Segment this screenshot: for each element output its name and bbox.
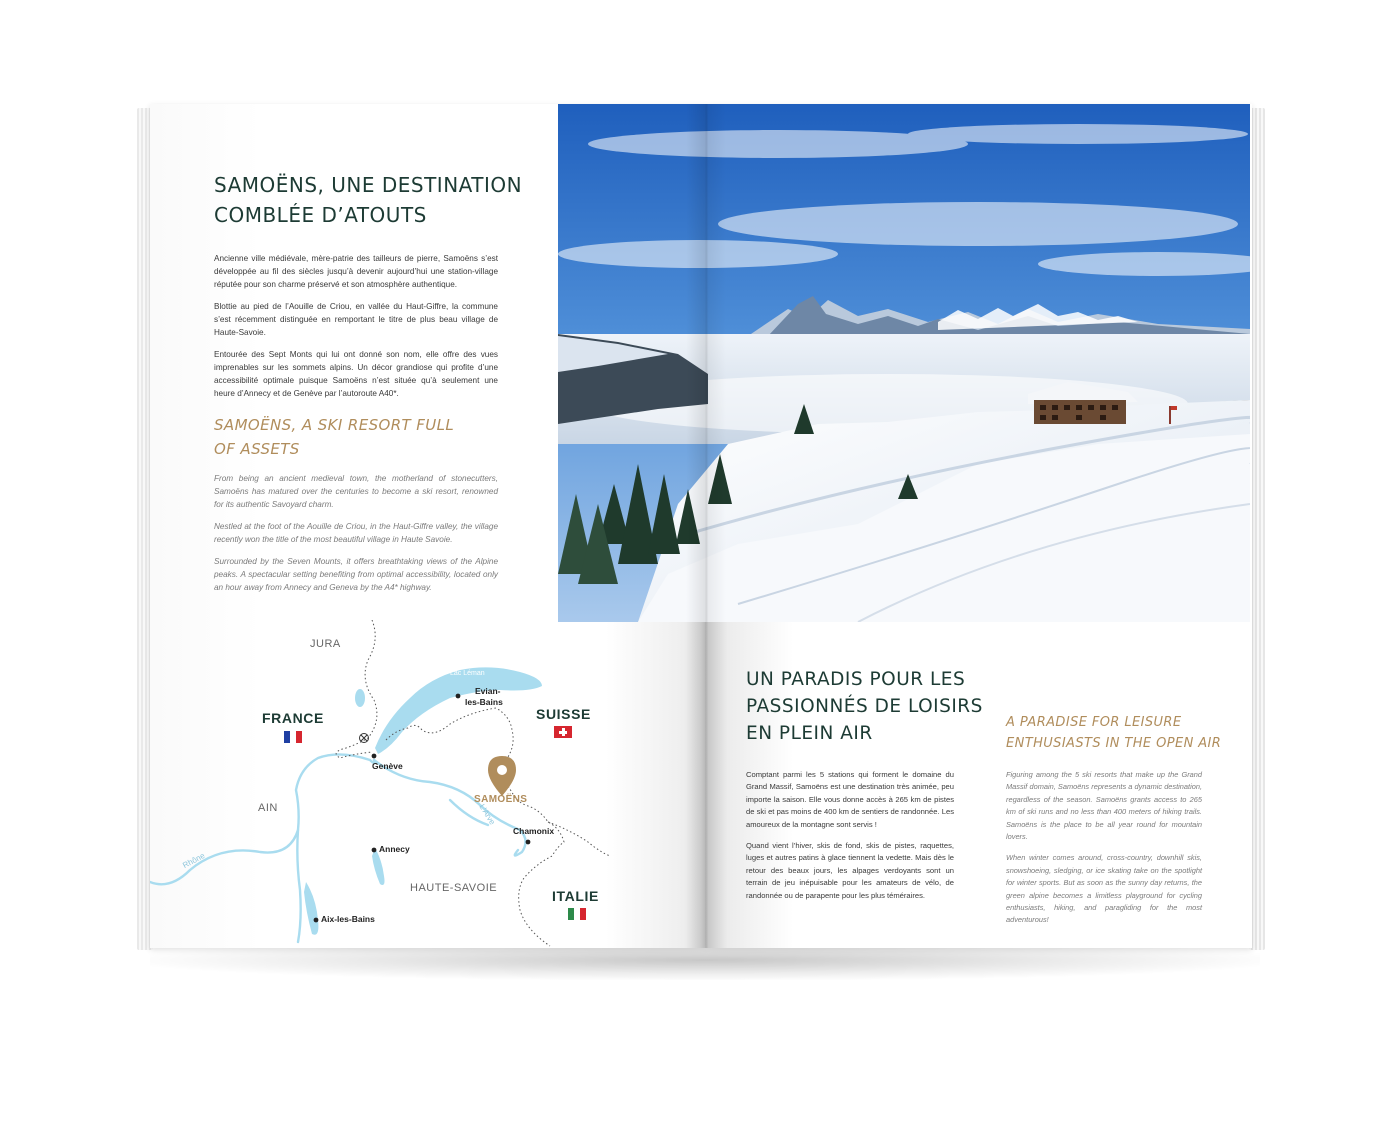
label-arve: L'Arve — [477, 802, 497, 827]
right-subtitle-line2: ENTHUSIASTS IN THE OPEN AIR — [1006, 736, 1222, 751]
right-title-line1: UN PARADIS POUR LES — [746, 669, 966, 690]
left-en-paragraph: From being an ancient medieval town, the motherland of stonecutters, Samoëns has matured over the centuries to become a ski resort, renowned for its authentic Savoyard charm. — [214, 474, 498, 509]
label-evian-2: les-Bains — [465, 697, 503, 707]
label-rhone: Rhône — [181, 850, 207, 871]
label-samoens: SAMOËNS — [474, 794, 528, 805]
left-fr-paragraph: Blottie au pied de l’Aouille de Criou, en vallée du Haut-Giffre, la commune s’est récemment distinguée en remportant le titre de plus beau village de Haute-Savoie. — [214, 302, 498, 337]
flag-france-icon — [284, 731, 302, 743]
label-lac-leman: Lac Léman — [450, 670, 485, 677]
label-haute-savoie: HAUTE-SAVOIE — [410, 882, 498, 894]
right-fr-paragraph: Comptant parmi les 5 stations qui forment le domaine du Grand Massif, Samoëns est une destination très animée, peu importe la saison. Elle vous donne accès à 265 km de pistes de ski et pas moins de 400 km de sentiers de randonnée. Les amoureux de la montagne sont servis ! — [746, 770, 954, 829]
label-chamonix: Chamonix — [513, 826, 555, 836]
right-title-line3: EN PLEIN AIR — [746, 723, 873, 744]
flag-switzerland-icon — [554, 726, 572, 738]
right-en-paragraph: When winter comes around, cross-country, downhill skis, snowshoeing, sledging, or ice skating take on the spotlight for winter sports. But as soon as the sunny day returns, the green alpine becomes a limitless playground for cycling enthusiasts, hiking, and paragliding for the most adventurous! — [1006, 853, 1202, 925]
right-page-title — [746, 666, 996, 747]
flag-italy-icon — [568, 908, 586, 920]
left-en-text — [214, 472, 498, 603]
left-title-line2: COMBLÉE D’ATOUTS — [214, 203, 427, 227]
label-ain: AIN — [258, 802, 278, 814]
mountain-chalet-photo — [558, 104, 1250, 622]
right-title-line2: PASSIONNÉS DE LOISIRS — [746, 696, 983, 717]
label-france: FRANCE — [262, 710, 324, 726]
label-suisse: SUISSE — [536, 706, 591, 722]
right-fr-paragraph: Quand vient l’hiver, skis de fond, skis de pistes, raquettes, luges et autres patins à glace tiennent la vedette. Mais dès le retour des beaux jours, les alpages verdoyants sont un terrain de jeu inépuisable pour les amateurs de vélo, de randonnée ou de parapente pour les plus téméraires. — [746, 841, 954, 900]
left-fr-paragraph: Ancienne ville médiévale, mère-patrie des tailleurs de pierre, Samoëns s’est développée au fil des siècles jusqu’à devenir aujourd’hui une station-village réputée pour son charme préservé et son atmosphère authentique. — [214, 254, 498, 289]
left-title-line1: SAMOËNS, UNE DESTINATION — [214, 173, 523, 197]
label-aix-les-bains: Aix-les-Bains — [321, 914, 375, 924]
right-page-subtitle — [1006, 712, 1236, 754]
right-fr-text — [746, 769, 954, 911]
label-jura: JURA — [310, 638, 341, 650]
left-page-subtitle — [214, 413, 514, 461]
left-page-title — [214, 170, 534, 230]
label-italie: ITALIE — [552, 888, 599, 904]
label-evian-1: Evian- — [475, 686, 501, 696]
left-fr-text — [214, 252, 498, 409]
left-fr-paragraph: Entourée des Sept Monts qui lui ont donné son nom, elle offre des vues imprenables sur les sommets alpins. Un décor grandiose qui profite d’une accessibilité optimale puisque Samoëns n’est située qu’à seulement une heure d’Annecy et de Genève par l’autoroute A40*. — [214, 350, 498, 398]
label-geneve: Genève — [372, 761, 403, 771]
left-en-paragraph: Surrounded by the Seven Mounts, it offers breathtaking views of the Alpine peaks. A spectacular setting benefiting from optimal accessibility, located only an hour away from Annecy and Geneva by the A4* highway. — [214, 557, 498, 592]
region-map — [150, 620, 620, 950]
left-subtitle-line2: OF ASSETS — [214, 440, 300, 458]
left-en-paragraph: Nestled at the foot of the Aouille de Criou, in the Haut-Giffre valley, the village recently won the title of the most beautiful village in Haute Savoie. — [214, 522, 498, 544]
right-subtitle-line1: A PARADISE FOR LEISURE — [1006, 715, 1182, 730]
label-annecy: Annecy — [379, 844, 410, 854]
right-en-paragraph: Figuring among the 5 ski resorts that make up the Grand Massif domain, Samoëns represents a dynamic destination, regardless of the season. Samoëns grants access to 265 km of ski runs and no less than 400 meters of hiking trails. Samoëns is the place to be all year round for mountain lovers. — [1006, 770, 1202, 842]
left-subtitle-line1: SAMOËNS, A SKI RESORT FULL — [214, 416, 455, 434]
right-en-text — [1006, 769, 1202, 936]
